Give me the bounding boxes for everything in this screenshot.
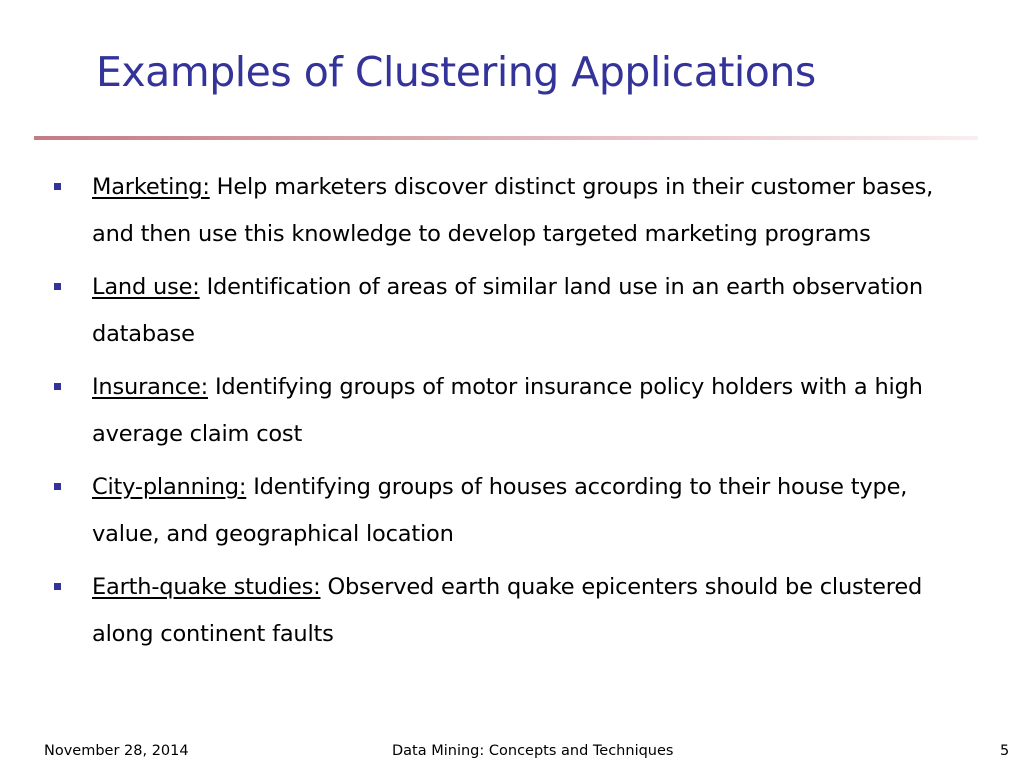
page-number: 5: [1000, 743, 1010, 759]
title-divider: [34, 136, 978, 140]
bullet-item-insurance: [52, 364, 972, 458]
bullet-term: City-planning:: [92, 474, 247, 500]
bullet-text: Identifying groups of houses according to their house type, value, and geographical location: [92, 474, 908, 547]
square-bullet-icon: [54, 483, 61, 490]
bullet-item-land-use: [52, 264, 972, 358]
bullet-item-city-planning: [52, 464, 972, 558]
square-bullet-icon: [54, 283, 61, 290]
footer-date: November 28, 2014: [44, 743, 189, 759]
bullet-term: Marketing:: [92, 174, 210, 200]
bullet-text: Identification of areas of similar land use in an earth observation database: [92, 274, 923, 347]
bullet-term: Earth-quake studies:: [92, 574, 321, 600]
bullet-term: Insurance:: [92, 374, 208, 400]
bullet-text: Identifying groups of motor insurance policy holders with a high average claim cost: [92, 374, 923, 447]
square-bullet-icon: [54, 383, 61, 390]
square-bullet-icon: [54, 583, 61, 590]
bullet-text: Help marketers discover distinct groups in their customer bases, and then use this knowledge to develop targeted marketing programs: [92, 174, 934, 247]
slide-title: Examples of Clustering Applications: [96, 48, 816, 96]
bullet-list: [52, 164, 972, 664]
bullet-text: Observed earth quake epicenters should be clustered along continent faults: [92, 574, 923, 647]
bullet-item-earthquake-studies: [52, 564, 972, 658]
bullet-term: Land use:: [92, 274, 200, 300]
square-bullet-icon: [54, 183, 61, 190]
bullet-item-marketing: [52, 164, 972, 258]
footer-title: Data Mining: Concepts and Techniques: [392, 743, 674, 759]
